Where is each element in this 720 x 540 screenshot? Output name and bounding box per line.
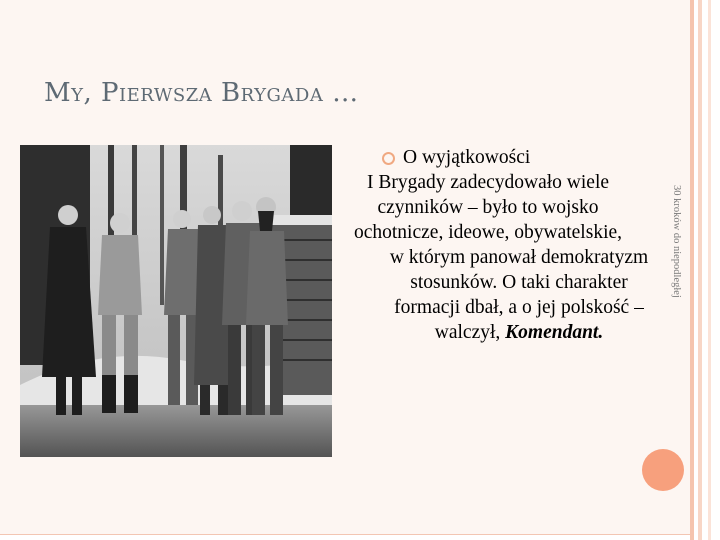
decorative-stripe	[698, 0, 702, 540]
body-text	[338, 145, 668, 345]
right-band	[690, 0, 720, 540]
decorative-stripe	[690, 0, 694, 540]
emphasis-text: Komendant.	[505, 322, 604, 343]
photo-icon	[20, 145, 332, 457]
decorative-stripe	[708, 0, 711, 540]
side-label: 30 kroków do niepodległej	[671, 185, 682, 298]
slide-title: My, Pierwsza Brygada …	[44, 78, 359, 108]
paragraph-2-text: w którym panował demokratyzm stosunków. O taki charakter formacji dbał, a o jej polskość – walczył,	[389, 247, 649, 343]
bullet-line	[382, 145, 668, 170]
paragraph-1: I Brygady zadecydowało wiele czynników – było to wojsko ochotnicze, ideowe, obywatelskie,	[353, 172, 623, 243]
decorative-circle	[642, 449, 684, 491]
historical-photo	[20, 145, 332, 457]
bullet-text: O wyjątkowości	[403, 147, 531, 168]
paragraph-2	[338, 245, 668, 345]
bullet-icon	[382, 152, 395, 165]
